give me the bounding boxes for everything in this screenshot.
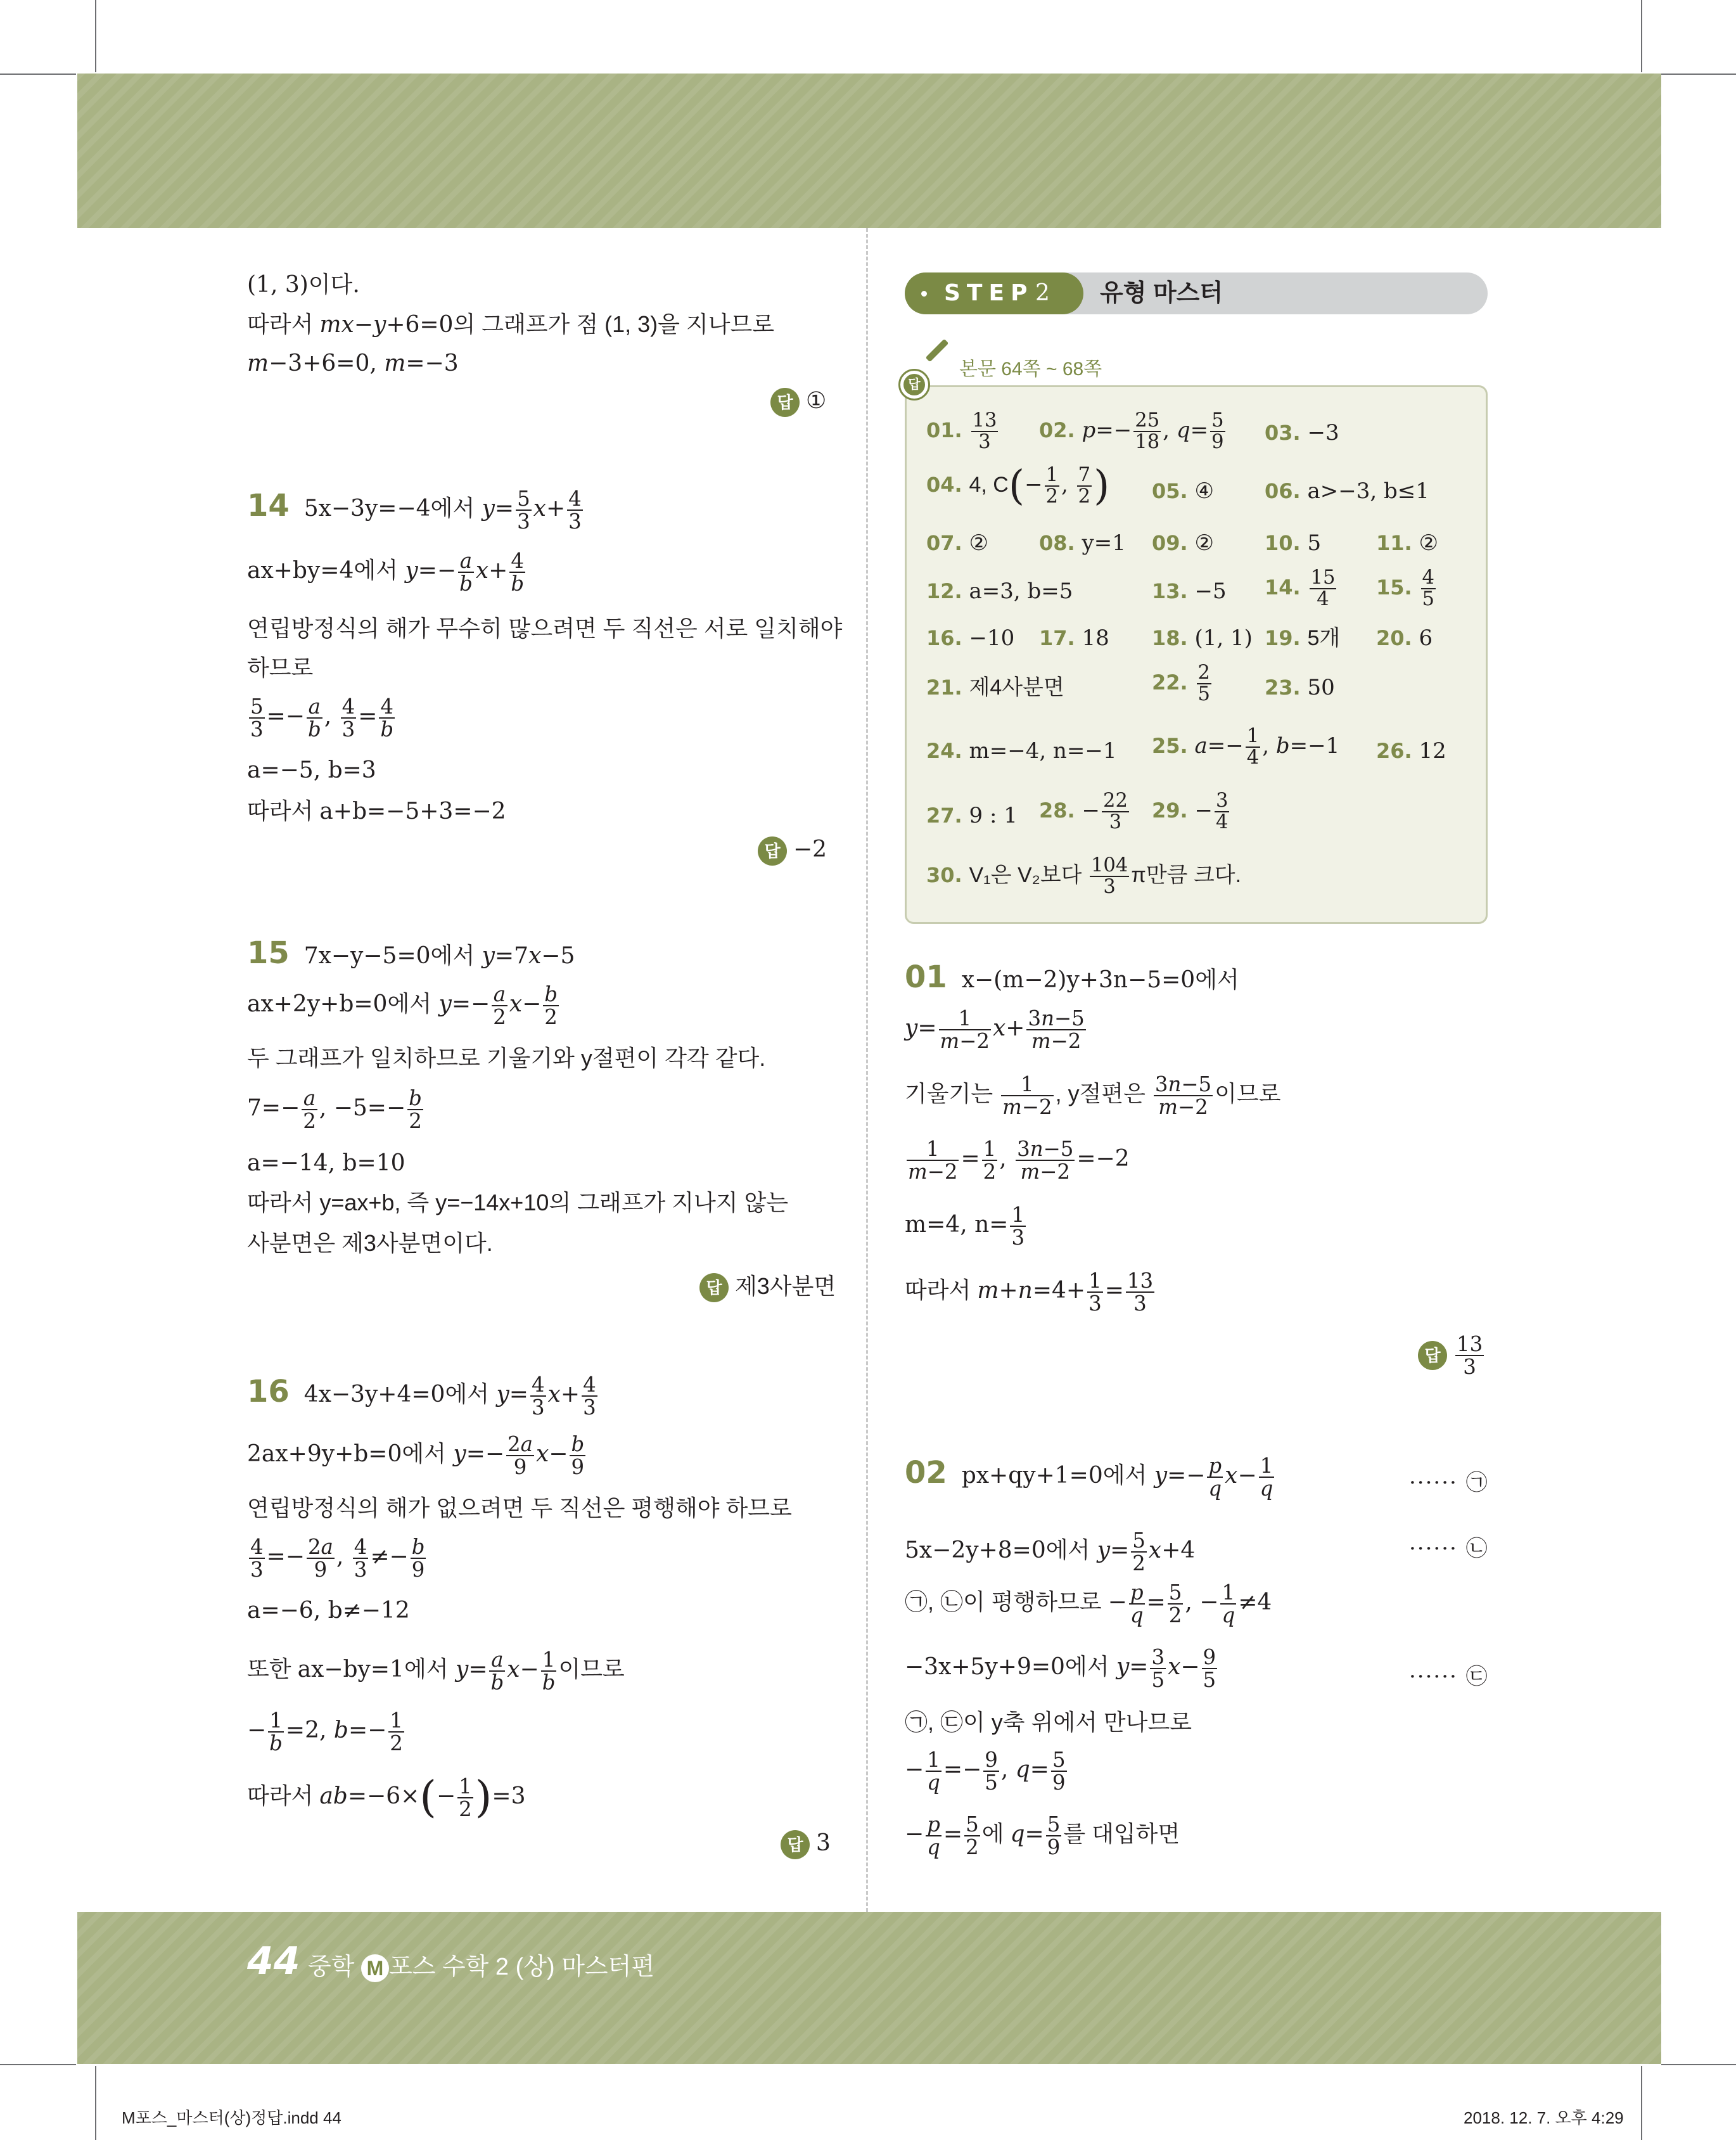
grid-item-27 bbox=[926, 805, 1018, 826]
crop-mark-tl-v bbox=[95, 0, 96, 72]
r-q02-suffix-3: 에서 bbox=[1064, 1653, 1109, 1680]
r-q02-eq1: px+qy+1=0 bbox=[961, 1463, 1103, 1489]
page-number: 44 bbox=[247, 1939, 300, 1983]
grid-item-02: 02. p=− $\frac{25}{18}$ , q= $\frac{5}{9}$ bbox=[1039, 409, 1224, 454]
crop-mark-bl-h bbox=[0, 2064, 76, 2065]
r-q01-sol: m=4, n= bbox=[905, 1212, 1009, 1238]
grid-value-2: π만큼 크다. bbox=[1131, 863, 1242, 888]
grid-num: 21. bbox=[926, 676, 962, 700]
q15-text-1: 두 그래프가 일치하므로 기울기와 y절편이 각각 같다. bbox=[247, 1045, 766, 1071]
q16-concl-prefix: 따라서 bbox=[247, 1783, 320, 1809]
q15-suffix-1: 에서 bbox=[430, 942, 475, 968]
grid-value: −3 bbox=[1307, 420, 1339, 445]
grid-item-11 bbox=[1376, 532, 1438, 554]
r-q02-marker-3: ······ ㉢ bbox=[1409, 1664, 1489, 1689]
answer-badge: 답 bbox=[781, 1830, 810, 1859]
step-number: 2 bbox=[1035, 280, 1050, 306]
grid-item-24 bbox=[926, 740, 1116, 762]
grid-num: 26. bbox=[1376, 739, 1412, 763]
r-q01-line-2: y= $\frac{1}{m-2}$ x+ $\frac{3n-5}{m-2}$ bbox=[905, 1006, 1085, 1054]
answer-value: 제3사분면 bbox=[735, 1273, 836, 1299]
answer-icon bbox=[898, 369, 930, 400]
grid-item-12 bbox=[926, 580, 1073, 602]
grid-num: 07. bbox=[926, 531, 962, 555]
grid-value: −10 bbox=[969, 625, 1015, 651]
r-q02-suffix-2: 에서 bbox=[1045, 1537, 1090, 1563]
grid-num: 11. bbox=[1376, 531, 1412, 555]
step-label: STEP bbox=[944, 280, 1034, 306]
r-q01-yint: , y절편은 bbox=[1055, 1080, 1152, 1107]
grid-value: V₁은 V₂보다 bbox=[969, 863, 1088, 888]
step-header bbox=[905, 272, 1488, 314]
q16-conclusion: 따라서 ab=−6×(− $\frac{1}{2}$ )=3 bbox=[247, 1772, 526, 1823]
grid-item-07 bbox=[926, 532, 988, 554]
answer-badge: 답 bbox=[758, 836, 787, 866]
grid-num: 08. bbox=[1039, 531, 1075, 555]
answer-icon-label: 답 bbox=[903, 374, 925, 395]
r-q02-par: ㉠, ㉡이 평행하므로 bbox=[905, 1589, 1108, 1615]
q15-solution: a=−14, b=10 bbox=[247, 1150, 405, 1176]
q15-text-3: 사분면은 제3사분면이다. bbox=[247, 1230, 493, 1256]
cont-line-1: (1, 3)이다. bbox=[247, 272, 360, 298]
r-q02-marker-1: ······ ㉠ bbox=[1409, 1470, 1489, 1496]
cont-prefix: 따라서 bbox=[247, 311, 320, 337]
grid-value: 4, C bbox=[969, 473, 1009, 497]
grid-item-25: 25. a=− $\frac{1}{4}$ , b=−1 bbox=[1152, 725, 1340, 769]
q16-line-also: 또한 ax−by=1에서 y= $\frac{a}{b}$ x− $\frac{1}{b}$ 이므로 bbox=[247, 1648, 625, 1695]
answer-value: −2 bbox=[793, 836, 827, 862]
q15-line-2: ax+2y+b=0에서 y=− $\frac{a}{2}$ x− $\frac{b}{2}$ bbox=[247, 982, 558, 1030]
q16-eq-b: − $\frac{1}{b}$ =2, b=− $\frac{1}{2}$ bbox=[247, 1708, 403, 1756]
page-range: 본문 64쪽 ~ 68쪽 bbox=[959, 359, 1102, 380]
grid-item-20 bbox=[1376, 627, 1433, 649]
r-q01-line-1 bbox=[905, 959, 1239, 995]
grid-item-30: 30. V₁은 V₂보다 $\frac{104}{3}$ π만큼 크다. bbox=[926, 854, 1242, 899]
grid-num: 15. bbox=[1376, 575, 1412, 600]
cont-text: 의 그래프가 점 (1, 3)을 지나므로 bbox=[453, 311, 775, 337]
book-title-a: 중학 bbox=[308, 1954, 361, 1980]
q14-concl-prefix: 따라서 bbox=[247, 798, 320, 824]
grid-value: ② bbox=[1194, 530, 1214, 556]
q16-suffix-2: 에서 bbox=[402, 1440, 446, 1467]
r-q01-solution: m=4, n= $\frac{1}{3}$ bbox=[905, 1203, 1025, 1250]
q16-eq3: ax−by=1 bbox=[297, 1656, 404, 1683]
grid-item-14: 14. $\frac{15}{4}$ bbox=[1265, 567, 1336, 611]
answer-q15 bbox=[699, 1269, 836, 1302]
crop-mark-tl-h bbox=[0, 74, 76, 75]
q14-eq1: 5x−3y=−4 bbox=[303, 496, 431, 522]
grid-item-05 bbox=[1152, 480, 1214, 502]
r-q02-line-4: −3x+5y+9=0에서 y= $\frac{3}{5}$ x− $\frac{9}{5}$ bbox=[905, 1645, 1216, 1693]
q16-eq1: 4x−3y+4=0 bbox=[303, 1381, 445, 1408]
grid-item-16 bbox=[926, 627, 1014, 649]
q14-solution: a=−5, b=3 bbox=[247, 757, 376, 783]
grid-item-29: 29. − $\frac{3}{4}$ bbox=[1152, 790, 1229, 834]
r-q02-subst-b: 를 대입하면 bbox=[1063, 1821, 1180, 1847]
book-title bbox=[308, 1947, 654, 1982]
grid-num: 30. bbox=[926, 863, 962, 888]
cont-line-2: 따라서 mx−y+6=0의 그래프가 점 (1, 3)을 지나므로 bbox=[247, 311, 775, 338]
answer-value: ① bbox=[806, 388, 827, 414]
book-title-b: 포스 수학 2 (상) 마스터편 bbox=[388, 1954, 655, 1980]
answer-q16 bbox=[781, 1830, 831, 1859]
q14-concl-eq: a+b=−5+3=−2 bbox=[319, 798, 506, 824]
step-title: 유형 마스터 bbox=[1100, 280, 1223, 307]
q14-eq-compare: $\frac{5}{3}$ =− $\frac{a}{b}$ , $\frac{4}{3}$ = $\frac{4}{b}$ bbox=[250, 695, 394, 742]
grid-item-21 bbox=[926, 677, 1064, 698]
answer-cont bbox=[770, 388, 826, 417]
r-q02-eq2: 5x−2y+8=0 bbox=[905, 1537, 1046, 1564]
r-q02-line-1: 02 px+qy+1=0에서 y=− $\frac{p}{q}$ x− $\frac{1}{q}$ bbox=[905, 1454, 1273, 1501]
step-dot bbox=[921, 291, 927, 297]
r-q02-eq3: −3x+5y+9=0 bbox=[905, 1654, 1065, 1681]
q15-line-1: 15 7x−y−5=0에서 y=7x−5 bbox=[247, 935, 575, 971]
grid-value: a>−3, b≤1 bbox=[1307, 478, 1429, 504]
grid-num: 29. bbox=[1152, 798, 1188, 823]
grid-item-10 bbox=[1265, 532, 1321, 554]
q16-text-1: 연립방정식의 해가 없으려면 두 직선은 평행해야 하므로 bbox=[247, 1495, 792, 1521]
r-q02-subst-a: 에 bbox=[981, 1821, 1011, 1847]
grid-num: 05. bbox=[1152, 479, 1188, 503]
r-q01-concl-prefix: 따라서 bbox=[905, 1277, 978, 1304]
grid-num: 23. bbox=[1265, 676, 1301, 700]
grid-num: 12. bbox=[926, 579, 962, 603]
grid-item-06 bbox=[1265, 480, 1429, 502]
grid-num: 09. bbox=[1152, 531, 1188, 555]
grid-item-08 bbox=[1039, 532, 1126, 554]
q15-text-2: 따라서 y=ax+b, 즉 y=−14x+10의 그래프가 지나지 않는 bbox=[247, 1189, 789, 1215]
q14-text-2: 하므로 bbox=[247, 655, 314, 681]
grid-num: 13. bbox=[1152, 579, 1188, 603]
q16-suffix-3: 에서 bbox=[404, 1656, 449, 1682]
grid-item-03 bbox=[1265, 422, 1339, 444]
q16-imeuro: 이므로 bbox=[558, 1656, 625, 1682]
answer-r-q01: 답 $\frac{13}{3}$ bbox=[1418, 1333, 1486, 1378]
grid-item-17 bbox=[1039, 627, 1109, 649]
q14-number: 14 bbox=[247, 488, 290, 524]
grid-item-19 bbox=[1265, 627, 1340, 649]
grid-value: m=−4, n=−1 bbox=[969, 738, 1117, 764]
answer-value: 3 bbox=[816, 1830, 831, 1856]
crop-mark-tr-v bbox=[1641, 0, 1642, 72]
grid-item-23 bbox=[1265, 677, 1335, 698]
grid-num: 02. bbox=[1039, 418, 1075, 443]
grid-item-15: 15. $\frac{4}{5}$ bbox=[1376, 567, 1434, 611]
grid-item-18 bbox=[1152, 627, 1253, 649]
cont-line-3: m−3+6=0, m=−3 bbox=[247, 350, 459, 376]
q14-eq2: ax+by=4 bbox=[247, 558, 354, 584]
grid-value: (1, 1) bbox=[1194, 625, 1253, 651]
r-q02-line-6: − $\frac{p}{q}$ = $\frac{5}{2}$ 에 q= $\frac{5}{9}$ 를 대입하면 bbox=[905, 1812, 1180, 1860]
grid-num: 18. bbox=[1152, 626, 1188, 650]
q15-eq1: 7x−y−5=0 bbox=[303, 943, 431, 969]
column-divider bbox=[866, 228, 868, 1912]
r-q01-line-3: 기울기는 $\frac{1}{m-2}$ , y절편은 $\frac{3n-5}{m-2}$ 이므로 bbox=[905, 1072, 1281, 1120]
step-pill bbox=[905, 272, 1083, 314]
grid-num: 16. bbox=[926, 626, 962, 650]
slug-left: M포스_마스터(상)정답.indd 44 bbox=[122, 2108, 341, 2127]
q14-conclusion bbox=[247, 800, 506, 823]
grid-item-09 bbox=[1152, 532, 1214, 554]
q16-number: 16 bbox=[247, 1374, 290, 1410]
grid-value: 5개 bbox=[1307, 626, 1341, 650]
grid-num: 03. bbox=[1265, 421, 1301, 445]
q15-eq-compare: 7=− $\frac{a}{2}$ , −5=− $\frac{b}{2}$ bbox=[247, 1086, 422, 1134]
r-q02-line-3: ㉠, ㉡이 평행하므로 − $\frac{p}{q}$ = $\frac{5}{2}$ , − $\frac{1}{q}$ ≠4 bbox=[905, 1580, 1272, 1628]
q14-suffix-2: 에서 bbox=[354, 557, 398, 584]
r-q01-eq1: x−(m−2)y+3n−5=0 bbox=[961, 967, 1196, 993]
grid-num: 28. bbox=[1039, 798, 1075, 823]
grid-item-28: 28. − $\frac{22}{3}$ bbox=[1039, 790, 1128, 834]
q14-text-1: 연립방정식의 해가 무수히 많으려면 두 직선은 서로 일치해야 bbox=[247, 615, 843, 641]
grid-num: 20. bbox=[1376, 626, 1412, 650]
grid-item-01: 01. $\frac{13}{3}$ bbox=[926, 409, 997, 454]
grid-num: 06. bbox=[1265, 479, 1301, 503]
r-q02-marker-2: ······ ㉡ bbox=[1409, 1536, 1489, 1561]
grid-value: ② bbox=[969, 530, 988, 556]
q16-line-1: 16 4x−3y+4=0에서 y= $\frac{4}{3}$ x+ $\frac{4}{3}$ bbox=[247, 1373, 596, 1420]
grid-value: −5 bbox=[1194, 579, 1227, 604]
grid-num: 19. bbox=[1265, 626, 1301, 650]
answer-q14 bbox=[758, 836, 827, 866]
r-q01-imeuro: 이므로 bbox=[1215, 1080, 1281, 1107]
grid-num: 22. bbox=[1152, 670, 1188, 695]
crop-mark-bl-v bbox=[95, 2066, 96, 2140]
r-q01-suffix: 에서 bbox=[1195, 966, 1239, 992]
grid-num: 25. bbox=[1152, 734, 1188, 759]
grid-num: 24. bbox=[926, 739, 962, 763]
r-q02-suffix-1: 에서 bbox=[1102, 1462, 1147, 1489]
grid-num: 17. bbox=[1039, 626, 1075, 650]
r-q02-number: 02 bbox=[905, 1455, 947, 1491]
q16-eq2: 2ax+9y+b=0 bbox=[247, 1441, 402, 1468]
grid-item-22: 22. $\frac{2}{5}$ bbox=[1152, 662, 1210, 706]
footer-band bbox=[77, 1912, 1661, 2064]
answer-badge: 답 bbox=[699, 1273, 729, 1302]
q15-eq2: ax+2y+b=0 bbox=[247, 991, 388, 1018]
q16-solution: a=−6, b≠−12 bbox=[247, 1598, 410, 1624]
r-q01-conclusion: 따라서 m+n=4+ $\frac{1}{3}$ = $\frac{13}{3}$ bbox=[905, 1269, 1154, 1316]
q14-line-1: 14 5x−3y=−4에서 y= $\frac{5}{3}$ x+ $\frac{4}{3}$ bbox=[247, 487, 582, 534]
m-logo-icon: M bbox=[361, 1954, 389, 1982]
grid-num: 01. bbox=[926, 418, 962, 443]
slug-right: 2018. 12. 7. 오후 4:29 bbox=[1464, 2108, 1624, 2127]
r-q01-slope: 기울기는 bbox=[905, 1080, 1000, 1107]
answer-badge: 답 bbox=[770, 388, 800, 417]
grid-value: ② bbox=[1419, 530, 1438, 556]
grid-value: a=3, b=5 bbox=[969, 579, 1073, 604]
crop-mark-br-h bbox=[1661, 2064, 1736, 2065]
r-q02-meet: ㉠, ㉢이 y축 위에서 만나므로 bbox=[905, 1709, 1192, 1735]
grid-value: 6 bbox=[1419, 625, 1433, 651]
q16-eq-compare: $\frac{4}{3}$ =− $\frac{2a}{9}$ , $\frac{4}{3}$ ≠− $\frac{b}{9}$ bbox=[250, 1535, 425, 1582]
pencil-icon bbox=[926, 339, 949, 362]
grid-num: 14. bbox=[1265, 575, 1301, 600]
q15-number: 15 bbox=[247, 935, 290, 971]
q16-suffix-1: 에서 bbox=[445, 1381, 489, 1407]
grid-value: 12 bbox=[1419, 738, 1446, 764]
r-q01-number: 01 bbox=[905, 959, 947, 995]
q15-suffix-2: 에서 bbox=[387, 990, 432, 1017]
grid-value: ④ bbox=[1194, 478, 1214, 504]
grid-item-13 bbox=[1152, 580, 1227, 602]
q14-line-2: ax+by=4에서 y=− $\frac{a}{b}$ x+ $\frac{4}{b}$ bbox=[247, 549, 525, 596]
grid-item-04: 04. 4, C(− $\frac{1}{2}$ , $\frac{7}{2}$ ) bbox=[926, 461, 1110, 509]
grid-value: 50 bbox=[1307, 675, 1335, 700]
q16-also: 또한 bbox=[247, 1656, 298, 1682]
crop-mark-tr-h bbox=[1661, 74, 1736, 75]
crop-mark-br-v bbox=[1641, 2066, 1642, 2140]
grid-value: 5 bbox=[1307, 530, 1322, 556]
grid-value: 18 bbox=[1082, 625, 1109, 651]
grid-num: 10. bbox=[1265, 531, 1301, 555]
q14-suffix-1: 에서 bbox=[430, 495, 475, 522]
r-q01-line-4: $\frac{1}{m-2}$ = $\frac{1}{2}$ , $\frac{3n-5}{m-2}$ =−2 bbox=[908, 1137, 1130, 1184]
grid-value: 9 : 1 bbox=[969, 803, 1018, 828]
grid-item-26 bbox=[1376, 740, 1446, 762]
grid-value: 제4사분면 bbox=[969, 676, 1064, 700]
header-band bbox=[77, 74, 1661, 228]
answer-badge: 답 bbox=[1418, 1341, 1447, 1370]
r-q02-line-2: 5x−2y+8=0에서 y= $\frac{5}{2}$ x+4 bbox=[905, 1528, 1196, 1576]
q16-line-2: 2ax+9y+b=0에서 y=− $\frac{2a}{9}$ x− $\frac{b}{9}$ bbox=[247, 1432, 585, 1480]
grid-num: 27. bbox=[926, 804, 962, 828]
grid-num: 04. bbox=[926, 473, 962, 497]
r-q02-line-5: − $\frac{1}{q}$ =− $\frac{9}{5}$ , q= $\frac{5}{9}$ bbox=[905, 1748, 1066, 1795]
grid-value: y=1 bbox=[1082, 530, 1126, 556]
